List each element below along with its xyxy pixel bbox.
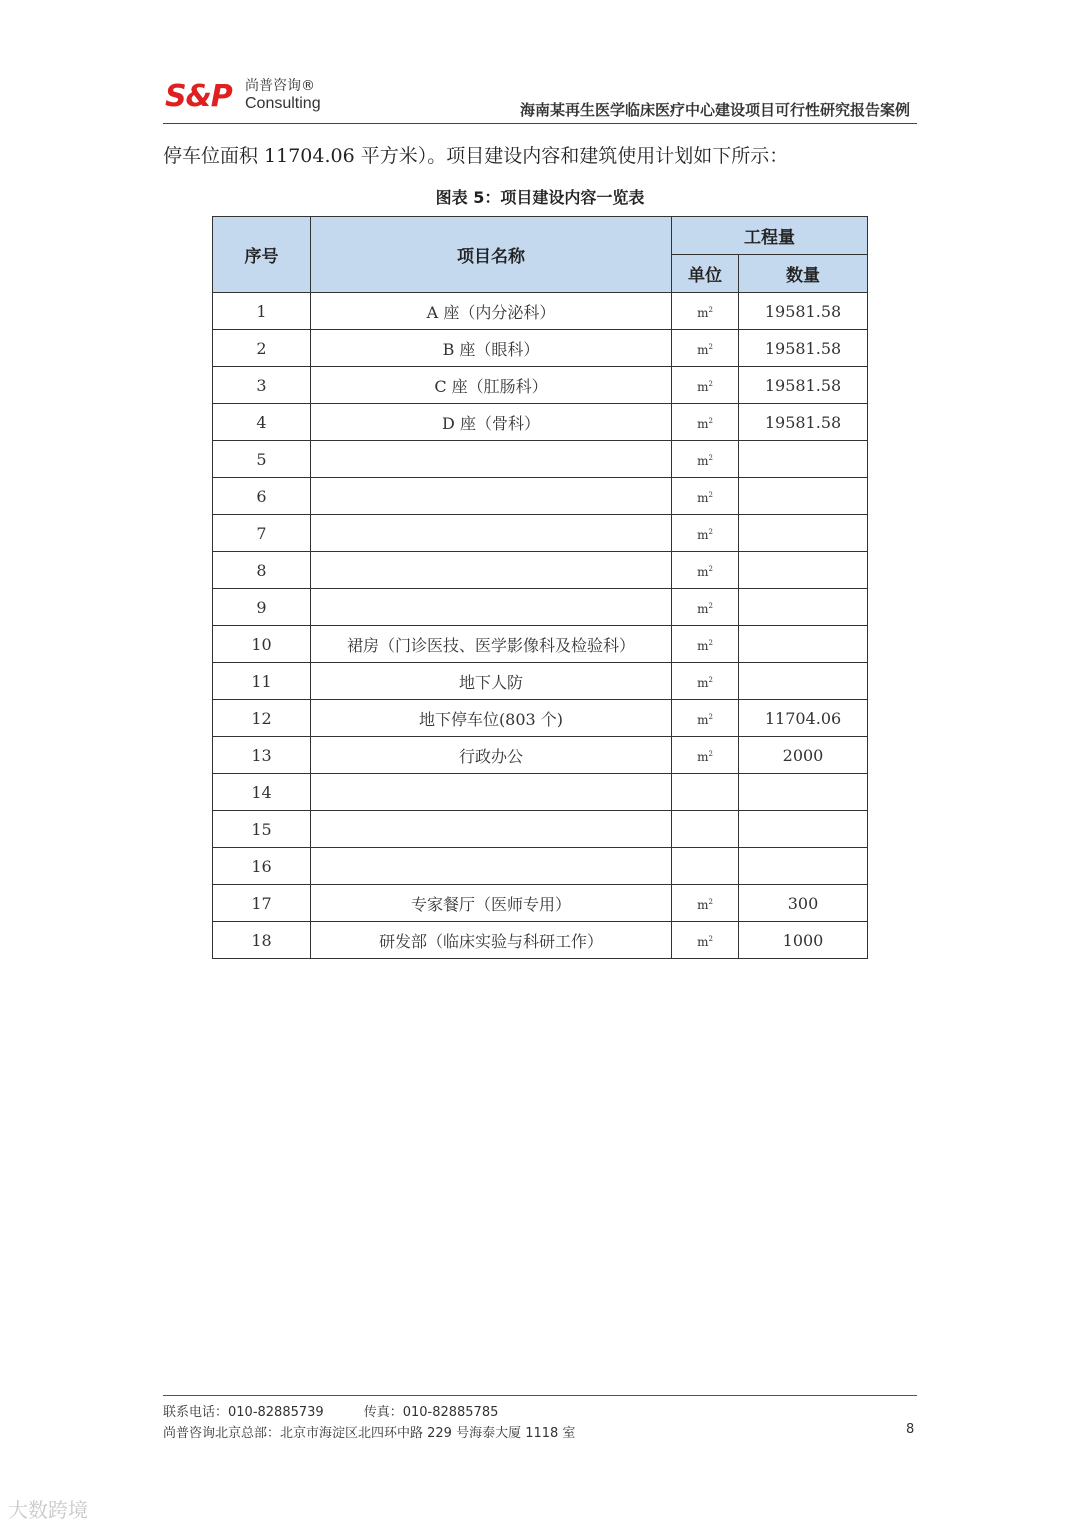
- unit-base: m: [697, 342, 709, 357]
- unit-square-meter: [697, 417, 713, 431]
- header-unit: 单位: [672, 255, 739, 293]
- unit-exponent: 2: [708, 712, 713, 721]
- company-logo: [165, 78, 335, 118]
- unit-exponent: 2: [708, 379, 713, 388]
- unit-base: m: [697, 712, 709, 727]
- cell-amount: [739, 441, 868, 478]
- cell-unit: [672, 478, 739, 515]
- table-row: [213, 774, 868, 811]
- cell-amount: 19581.58: [739, 367, 868, 404]
- cell-name: [311, 515, 672, 552]
- unit-base: m: [697, 453, 709, 468]
- unit-exponent: 2: [708, 601, 713, 610]
- table-row: [213, 367, 868, 404]
- cell-amount: [739, 552, 868, 589]
- cell-unit: [672, 663, 739, 700]
- unit-square-meter: [697, 565, 713, 579]
- unit-exponent: 2: [708, 490, 713, 499]
- unit-base: m: [697, 379, 709, 394]
- cell-unit: [672, 922, 739, 959]
- cell-index: 13: [213, 737, 311, 774]
- cell-index: 14: [213, 774, 311, 811]
- footer-phone: 联系电话：010-82885739: [163, 1405, 324, 1420]
- cell-name: 专家餐厅（医师专用）: [311, 885, 672, 922]
- logo-english-name: Consulting: [245, 95, 321, 112]
- table-row: [213, 626, 868, 663]
- cell-name: [311, 774, 672, 811]
- cell-unit: [672, 441, 739, 478]
- cell-amount: [739, 663, 868, 700]
- unit-square-meter: [697, 935, 713, 949]
- table-row: [213, 404, 868, 441]
- unit-exponent: 2: [708, 934, 713, 943]
- cell-unit: [672, 774, 739, 811]
- cell-name: 地下停车位(803 个): [311, 700, 672, 737]
- table-row: [213, 848, 868, 885]
- footer-address: 尚普咨询北京总部：北京市海淀区北四环中路 229 号海泰大厦 1118 室: [163, 1426, 576, 1441]
- unit-square-meter: [697, 454, 713, 468]
- unit-square-meter: [697, 343, 713, 357]
- table-row: [213, 589, 868, 626]
- header-name: 项目名称: [311, 217, 672, 293]
- table-row: [213, 811, 868, 848]
- cell-index: 1: [213, 293, 311, 330]
- page-number: 8: [906, 1422, 915, 1437]
- cell-name: [311, 478, 672, 515]
- cell-unit: [672, 552, 739, 589]
- unit-base: m: [697, 305, 709, 320]
- cell-name: C 座（肛肠科）: [311, 367, 672, 404]
- cell-amount: 1000: [739, 922, 868, 959]
- unit-base: m: [697, 490, 709, 505]
- table-row: [213, 700, 868, 737]
- cell-index: 9: [213, 589, 311, 626]
- table-caption: 图表 5：项目建设内容一览表: [435, 188, 645, 207]
- table-row: [213, 515, 868, 552]
- cell-name: 研发部（临床实验与科研工作）: [311, 922, 672, 959]
- cell-name: [311, 552, 672, 589]
- unit-square-meter: [697, 528, 713, 542]
- cell-amount: [739, 478, 868, 515]
- unit-base: m: [697, 564, 709, 579]
- unit-square-meter: [697, 639, 713, 653]
- header-amount: 数量: [739, 255, 868, 293]
- logo-chinese-name: 尚普咨询®: [245, 78, 315, 94]
- cell-index: 11: [213, 663, 311, 700]
- cell-name: A 座（内分泌科）: [311, 293, 672, 330]
- cell-unit: [672, 367, 739, 404]
- table-row: [213, 552, 868, 589]
- cell-index: 18: [213, 922, 311, 959]
- unit-base: m: [697, 638, 709, 653]
- unit-exponent: 2: [708, 416, 713, 425]
- cell-amount: 19581.58: [739, 330, 868, 367]
- cell-name: 裙房（门诊医技、医学影像科及检验科）: [311, 626, 672, 663]
- cell-amount: [739, 774, 868, 811]
- unit-square-meter: [697, 898, 713, 912]
- header-index: 序号: [213, 217, 311, 293]
- cell-amount: 19581.58: [739, 404, 868, 441]
- cell-unit: [672, 515, 739, 552]
- table-row: [213, 478, 868, 515]
- cell-amount: 300: [739, 885, 868, 922]
- cell-unit: [672, 848, 739, 885]
- cell-name: 行政办公: [311, 737, 672, 774]
- table-row: [213, 737, 868, 774]
- cell-index: 2: [213, 330, 311, 367]
- table-body: [213, 293, 868, 959]
- footer-fax: 传真：010-82885785: [363, 1405, 499, 1420]
- unit-exponent: 2: [708, 675, 713, 684]
- cell-index: 3: [213, 367, 311, 404]
- unit-base: m: [697, 897, 709, 912]
- table-row: [213, 293, 868, 330]
- unit-base: m: [697, 601, 709, 616]
- cell-amount: [739, 811, 868, 848]
- cell-unit: [672, 885, 739, 922]
- cell-name: 地下人防: [311, 663, 672, 700]
- unit-exponent: 2: [708, 453, 713, 462]
- unit-square-meter: [697, 713, 713, 727]
- document-header-title: 海南某再生医学临床医疗中心建设项目可行性研究报告案例: [519, 101, 910, 119]
- unit-exponent: 2: [708, 749, 713, 758]
- cell-index: 15: [213, 811, 311, 848]
- table-row: [213, 441, 868, 478]
- header-divider: [163, 123, 917, 124]
- body-paragraph: 停车位面积 11704.06 平方米）。项目建设内容和建筑使用计划如下所示：: [163, 145, 789, 167]
- unit-base: m: [697, 749, 709, 764]
- unit-square-meter: [697, 750, 713, 764]
- cell-name: [311, 441, 672, 478]
- unit-exponent: 2: [708, 564, 713, 573]
- table-row: [213, 330, 868, 367]
- cell-name: [311, 811, 672, 848]
- cell-amount: [739, 515, 868, 552]
- unit-base: m: [697, 527, 709, 542]
- cell-name: B 座（眼科）: [311, 330, 672, 367]
- footer-contact: [163, 1401, 498, 1420]
- construction-content-table: [212, 216, 868, 959]
- unit-square-meter: [697, 676, 713, 690]
- cell-index: 17: [213, 885, 311, 922]
- header-quantity-group: 工程量: [672, 217, 868, 255]
- unit-exponent: 2: [708, 527, 713, 536]
- table-row: [213, 663, 868, 700]
- cell-index: 8: [213, 552, 311, 589]
- cell-unit: [672, 404, 739, 441]
- cell-index: 10: [213, 626, 311, 663]
- unit-square-meter: [697, 306, 713, 320]
- cell-amount: 11704.06: [739, 700, 868, 737]
- cell-unit: [672, 589, 739, 626]
- cell-index: 4: [213, 404, 311, 441]
- cell-index: 12: [213, 700, 311, 737]
- table-row: [213, 885, 868, 922]
- cell-name: D 座（骨科）: [311, 404, 672, 441]
- cell-amount: [739, 848, 868, 885]
- logo-mark: S&P: [165, 79, 232, 114]
- unit-exponent: 2: [708, 638, 713, 647]
- cell-unit: [672, 293, 739, 330]
- unit-square-meter: [697, 602, 713, 616]
- cell-unit: [672, 330, 739, 367]
- footer-divider: [163, 1395, 917, 1396]
- unit-base: m: [697, 934, 709, 949]
- cell-unit: [672, 811, 739, 848]
- cell-amount: [739, 626, 868, 663]
- unit-exponent: 2: [708, 305, 713, 314]
- cell-index: 7: [213, 515, 311, 552]
- cell-index: 5: [213, 441, 311, 478]
- cell-unit: [672, 626, 739, 663]
- table-row: [213, 922, 868, 959]
- cell-name: [311, 589, 672, 626]
- cell-amount: [739, 589, 868, 626]
- unit-square-meter: [697, 380, 713, 394]
- watermark: 大数跨境: [8, 1498, 88, 1522]
- cell-unit: [672, 700, 739, 737]
- cell-index: 6: [213, 478, 311, 515]
- unit-base: m: [697, 675, 709, 690]
- cell-name: [311, 848, 672, 885]
- unit-exponent: 2: [708, 897, 713, 906]
- cell-amount: 19581.58: [739, 293, 868, 330]
- unit-exponent: 2: [708, 342, 713, 351]
- unit-square-meter: [697, 491, 713, 505]
- cell-amount: 2000: [739, 737, 868, 774]
- cell-unit: [672, 737, 739, 774]
- unit-base: m: [697, 416, 709, 431]
- cell-index: 16: [213, 848, 311, 885]
